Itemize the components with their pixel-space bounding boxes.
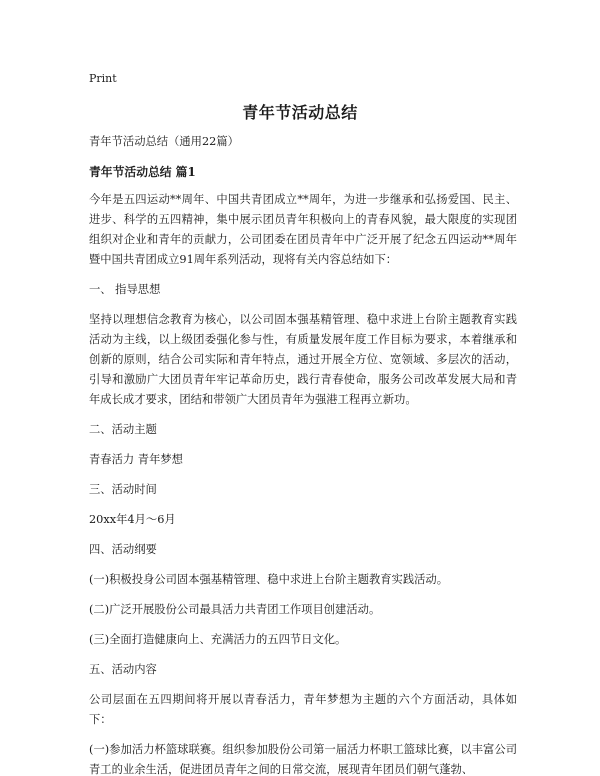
- outline-item-3: (三)全面打造健康向上、充满活力的五四节日文化。: [89, 633, 347, 646]
- outline-item-2: (二)广泛开展股份公司最具活力共青团工作项目创建活动。: [89, 603, 381, 616]
- heading-activity-content: 五、活动内容: [89, 663, 157, 676]
- page-title: 青年节活动总结: [242, 103, 358, 122]
- heading-guiding-thought: 一、 指导思想: [89, 283, 161, 296]
- heading-activity-outline: 四、活动纲要: [89, 543, 157, 556]
- document-body: [89, 132, 517, 776]
- paragraph-activity-content: 公司层面在五四期间将开展以青春活力，青年梦想为主题的六个方面活动，具体如下：: [89, 693, 517, 726]
- print-label[interactable]: Print: [89, 72, 117, 85]
- paragraph-guiding-thought: 坚持以理想信念教育为核心，以公司固本强基精管理、稳中求进上台阶主题教育实践活动为主线，以上级团委强化参与性，有质量发展年度工作目标为要求，本着继承和创新的原则，结合公司实际和青年特点，通过开展全方位、宽领域、多层次的活动，引导和激励广大团员青年牢记革命历史，践行青春使命，服务公司改革发展大局和青年成长成才要求，团结和带领广大团员青年为强港工程再立新功。: [89, 313, 517, 406]
- paragraph-activity-theme: 青春活力 青年梦想: [89, 453, 183, 466]
- paragraph-basketball: (一)参加活力杯篮球联赛。组织参加股份公司第一届活力杯职工篮球比赛，以丰富公司青工的业余生活，促进团员青年之间的日常交流，展现青年团员们朝气蓬勃、: [89, 743, 517, 776]
- paragraph-activity-time: 20xx年4月～6月: [89, 513, 176, 526]
- document-subtitle: 青年节活动总结（通用22篇）: [89, 135, 239, 148]
- heading-activity-theme: 二、活动主题: [89, 423, 157, 436]
- outline-item-1: (一)积极投身公司固本强基精管理、稳中求进上台阶主题教育实践活动。: [89, 573, 449, 586]
- paragraph-intro: 今年是五四运动**周年、中国共青团成立**周年，为进一步继承和弘扬爱国、民主、进步、科学的五四精神，集中展示团员青年积极向上的青春风貌，最大限度的实现团组织对企业和青年的贡献力，公司团委在团员青年中广泛开展了纪念五四运动**周年暨中国共青团成立91周年系列活动，现将有关内容总结如下：: [89, 193, 517, 266]
- heading-activity-time: 三、活动时间: [89, 483, 157, 496]
- section-title: 青年节活动总结 篇1: [89, 165, 196, 179]
